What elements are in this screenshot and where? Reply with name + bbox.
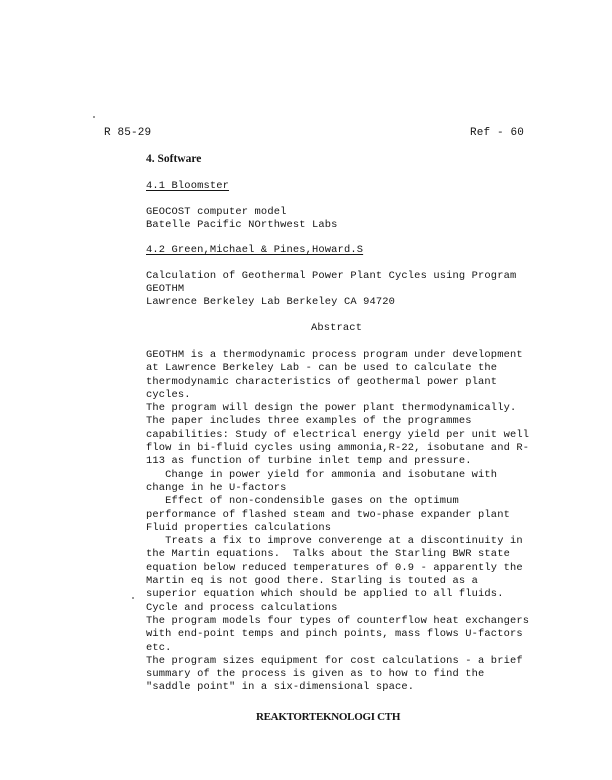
- abstract-line: at Lawrence Berkeley Lab - can be used to calculate the: [146, 362, 498, 375]
- abstract-line: thermodynamic characteristics of geothermal power plant: [146, 375, 498, 388]
- abstract-line: summary of the process is given as to how to find the: [146, 668, 485, 681]
- abstract-line: the Martin equations. Talks about the Starling BWR state: [146, 548, 510, 561]
- abstract-body: [146, 349, 529, 695]
- scan-speck: [93, 116, 95, 118]
- abstract-line: performance of flashed steam and two-phase expander plant: [146, 508, 510, 521]
- abstract-line: GEOTHM is a thermodynamic process program under development: [146, 349, 523, 361]
- abstract-line: cycles.: [146, 388, 191, 401]
- abstract-line: 113 as function of turbine inlet temp and pressure.: [146, 455, 472, 468]
- footer-institution: REAKTORTEKNOLOGI CTH: [256, 711, 401, 723]
- abstract-line: change in he U-factors: [146, 481, 287, 494]
- abstract-line: "saddle point" in a six-dimensional space.: [146, 681, 415, 694]
- abstract-line: Cycle and process calculations: [146, 601, 338, 614]
- abstract-line: Change in power yield for ammonia and isobutane with: [146, 468, 498, 481]
- abstract-line: flow in bi-fluid cycles using ammonia,R-22, isobutane and R-: [146, 442, 530, 455]
- subsection-title-bloomster: 4.1 Bloomster: [146, 180, 230, 192]
- abstract-line: with end-point temps and pinch points, mass flows U-factors: [146, 628, 523, 641]
- abstract-heading: Abstract: [311, 322, 363, 334]
- abstract-line: The program will design the power plant thermodynamically.: [146, 402, 517, 415]
- sub2-line: GEOTHM: [146, 283, 185, 295]
- header-ref-left: R 85-29: [104, 127, 152, 139]
- abstract-line: capabilities: Study of electrical energy yield per unit well: [146, 428, 530, 441]
- header-ref-right: Ref - 60: [470, 127, 525, 139]
- abstract-line: superior equation which should be applied to all fluids.: [146, 588, 504, 601]
- abstract-line: The paper includes three examples of the programmes: [146, 415, 472, 428]
- sub1-line: GEOCOST computer model: [146, 206, 287, 218]
- abstract-line: The program sizes equipment for cost calculations - a brief: [146, 654, 523, 667]
- sub1-line: Batelle Pacific NOrthwest Labs: [146, 219, 338, 231]
- sub2-line: Lawrence Berkeley Lab Berkeley CA 94720: [146, 296, 396, 308]
- subsection-title-green-pines: 4.2 Green,Michael & Pines,Howard.S: [146, 244, 364, 256]
- sub2-line: Calculation of Geothermal Power Plant Cycles using Program: [146, 270, 517, 282]
- abstract-line: Effect of non-condensible gases on the optimum: [146, 495, 459, 508]
- abstract-line: Martin eq is not good there. Starling is touted as a: [146, 575, 479, 588]
- abstract-line: equation below reduced temperatures of 0.9 - apparently the: [146, 561, 523, 574]
- abstract-line: etc.: [146, 641, 172, 654]
- scan-speck: [132, 597, 134, 599]
- abstract-line: Fluid properties calculations: [146, 521, 332, 534]
- abstract-line: The program models four types of counterflow heat exchangers: [146, 614, 530, 627]
- section-title: 4. Software: [146, 153, 202, 165]
- abstract-line: Treats a fix to improve converenge at a discontinuity in: [146, 535, 523, 548]
